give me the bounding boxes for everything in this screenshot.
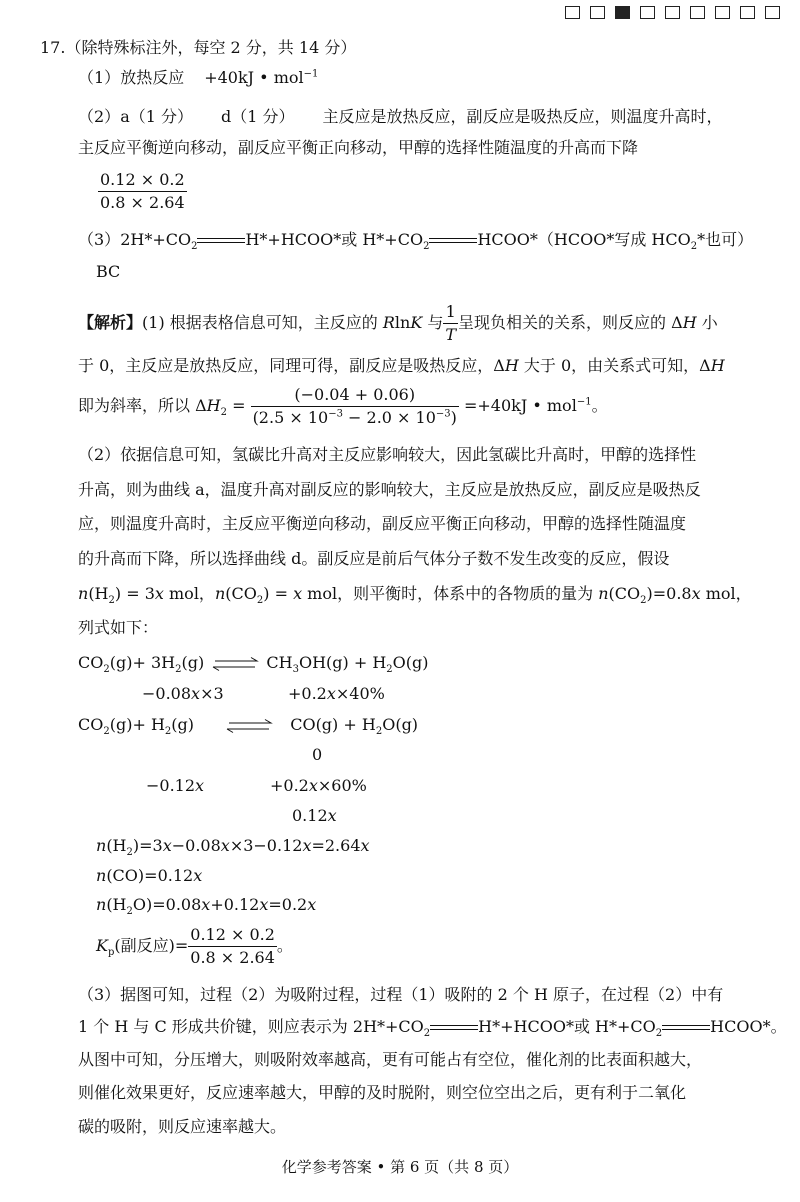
question-number: 17. <box>40 38 66 57</box>
analysis-part-2-line-1: （2）依据信息可知，氢碳比升高对主反应影响较大，因此氢碳比升高时，甲醇的选择性 <box>78 445 697 464</box>
answer-part-3-line-1: $(3)2H*+CO_2$ H*+HCOO*或 $H*+CO_2$ HCOO*（HCOO*写成 $HCO_2*$也可） <box>78 230 754 253</box>
reversible-arrow-icon <box>223 719 275 733</box>
reaction-main: $CO_2(g)+ 3H_2(g) CH_3OH(g) + H_2O(g)$ <box>78 653 429 676</box>
reaction-side-zero: 0 <box>312 745 323 764</box>
analysis-part-3-line-2: 1 个 H 与 C 形成共价键，则应表示为 $2H*+CO_2$ H*+HCOO*或 $H*+CO_2$ HCOO*。 <box>78 1017 787 1040</box>
reaction-main-change-ch3oh: +0.2x×40% <box>288 684 385 703</box>
answer-part-3-line-2: BC <box>96 262 121 281</box>
equals-arrow-icon <box>430 1021 478 1035</box>
reaction-side-change-co: +0.2x×60% <box>270 776 367 795</box>
question-header <box>40 37 356 59</box>
analysis-part-2-line-5: $n(H_2) = 3x$ mol，$n(CO_2) = x$ mol，则平衡时，体系中的各物质的量为 $n(CO_2)=0.8x$ mol， <box>78 584 752 607</box>
page-marker <box>640 6 655 19</box>
equals-arrow-icon <box>662 1021 710 1035</box>
page-marker <box>765 6 780 19</box>
analysis-part-2-line-4: 的升高而下降，所以选择曲线 d。副反应是前后气体分子数不发生改变的反应，假设 <box>78 549 670 568</box>
page-marker <box>565 6 580 19</box>
reaction-main-change-h2: −0.08x×3 <box>142 684 224 703</box>
analysis-part-3-line-1: （3）据图可知，过程（2）为吸附过程，过程（1）吸附的 2 个 H 原子，在过程（2）中有 <box>78 985 724 1004</box>
analysis-part-3-line-4: 则催化效果更好，反应速率越大，甲醇的及时脱附，则空位空出之后，更有利于二氧化 <box>78 1083 687 1102</box>
reaction-side-value: 0.12x <box>292 806 337 825</box>
analysis-tag: 【解析】 <box>78 313 143 332</box>
calc-n-h2o: $n(H_2O)=0.08x+0.12x=0.2x$ <box>96 895 317 918</box>
calc-n-co: n(CO)=0.12x <box>96 866 203 885</box>
equals-arrow-icon <box>429 234 477 248</box>
page-marker-current <box>615 6 630 19</box>
calc-n-h2: $n(H_2)=3x-0.08x\times 3-0.12x=2.64x$ <box>96 836 370 859</box>
analysis-part-2-line-6: 列式如下： <box>78 618 159 637</box>
answer-part-2-line-1: （2）a（1 分） d（1 分） 主反应是放热反应，副反应是吸热反应，则温度升高时， <box>78 107 723 126</box>
answer-part-2-fraction: $\frac{0.12 \times 0.2}{0.8 \times 2.64}$ <box>100 170 185 212</box>
equals-arrow-icon <box>197 234 245 248</box>
analysis-part-2-line-3: 应，则温度升高时，主反应平衡逆向移动，副反应平衡正向移动，甲醇的选择性随温度 <box>78 514 687 533</box>
analysis-part-1-line-3: 即为斜率，所以 $\Delta H_2$ = $\frac{(-0.04 + 0.06)}{(2.5 \times 10^{-3} - 2.0 \times 10^{-3})}$ =+40kJ • mol$^{-1}$。 <box>78 385 608 427</box>
calc-kp: $K_p$(副反应)= $\frac{0.12 \times 0.2}{0.8 \times 2.64}$ 。 <box>96 925 293 967</box>
answer-part-1: （1）放热反应 +40kJ • mol$^{-1}$ <box>78 68 319 87</box>
reversible-arrow-icon <box>209 657 261 671</box>
page-footer: 化学参考答案 • 第 6 页（共 8 页） <box>281 1158 519 1176</box>
page-marker <box>590 6 605 19</box>
analysis-part-3-line-3: 从图中可知，分压增大，则吸附效率越高，更有可能占有空位，催化剂的比表面积越大， <box>78 1050 703 1069</box>
page-marker <box>665 6 680 19</box>
page-marker <box>715 6 730 19</box>
analysis-part-1-line-2: 于 0，主反应是放热反应，同理可得，副反应是吸热反应，ΔH 大于 0，由关系式可知，ΔH <box>78 356 725 375</box>
question-scoring-note: （除特殊标注外，每空 2 分，共 14 分） <box>65 38 357 57</box>
page-marker <box>690 6 705 19</box>
reaction-side-change-h2: −0.12x <box>146 776 205 795</box>
page-marker <box>740 6 755 19</box>
analysis-part-1-line-1: 【解析】(1) 根据表格信息可知，主反应的 RlnK 与 $\frac{1}{T}$ 呈现负相关的关系，则反应的 ΔH 小 <box>78 302 718 344</box>
analysis-part-3-line-5: 碳的吸附，则反应速率越大。 <box>78 1117 287 1136</box>
reaction-side: $CO_2(g)+ H_2(g) CO(g) + H_2O(g)$ <box>78 715 419 738</box>
analysis-part-2-line-2: 升高，则为曲线 a，温度升高对副反应的影响较大，主反应是放热反应，副反应是吸热反 <box>78 480 701 499</box>
answer-part-2-line-2: 主反应平衡逆向移动，副反应平衡正向移动，甲醇的选择性随温度的升高而下降 <box>78 138 639 157</box>
